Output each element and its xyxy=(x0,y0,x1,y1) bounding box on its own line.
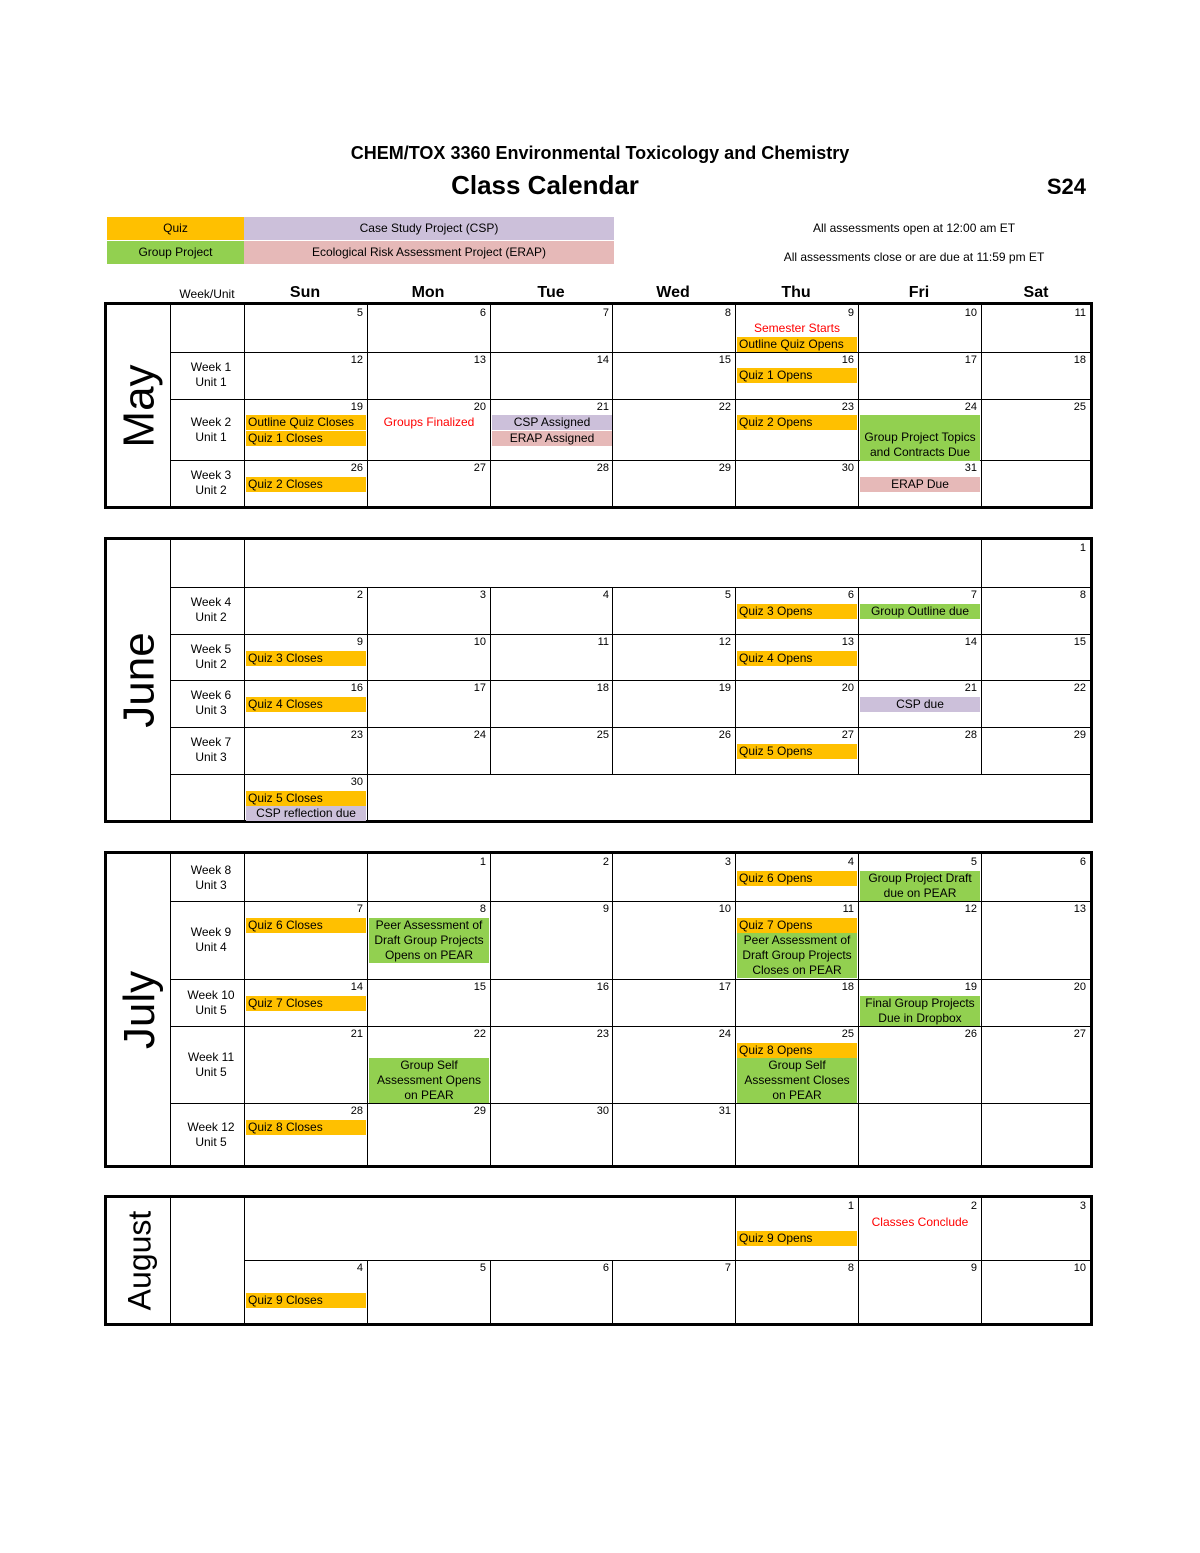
day-number: 9 xyxy=(602,903,609,915)
day-number: 15 xyxy=(1073,636,1086,648)
day-number: 1 xyxy=(1079,542,1086,554)
day-number: 12 xyxy=(718,636,731,648)
day-number: 10 xyxy=(718,903,731,915)
day-number: 1 xyxy=(479,856,486,868)
week-label: Week 3 Unit 2 xyxy=(190,468,232,497)
day-number: 25 xyxy=(1073,401,1086,413)
day-number: 8 xyxy=(479,903,486,915)
event-topics-contracts-due: Group Project Topics and Contracts Due xyxy=(860,415,980,461)
event-quiz9-opens: Quiz 9 Opens xyxy=(737,1231,857,1246)
event-quiz9-closes: Quiz 9 Closes xyxy=(246,1293,366,1308)
day-number: 2 xyxy=(602,856,609,868)
event-quiz6-opens: Quiz 6 Opens xyxy=(737,871,857,886)
day-number: 28 xyxy=(964,729,977,741)
day-number: 1 xyxy=(847,1200,854,1212)
day-number: 7 xyxy=(356,903,363,915)
day-number: 4 xyxy=(356,1262,363,1274)
day-number: 14 xyxy=(350,981,363,993)
day-number: 9 xyxy=(970,1262,977,1274)
day-number: 8 xyxy=(847,1262,854,1274)
day-number: 30 xyxy=(841,462,854,474)
week-label: Week 10 Unit 5 xyxy=(187,988,235,1017)
event-csp-due: CSP due xyxy=(860,697,980,712)
month-label-june: June xyxy=(115,632,165,728)
day-number: 31 xyxy=(964,462,977,474)
day-number: 6 xyxy=(479,307,486,319)
day-number: 6 xyxy=(1079,856,1086,868)
day-number: 4 xyxy=(602,589,609,601)
day-header-thu: Thu xyxy=(781,284,811,301)
day-number: 22 xyxy=(718,401,731,413)
day-number: 24 xyxy=(473,729,486,741)
day-number: 21 xyxy=(596,401,609,413)
event-self-assessment-opens: Group Self Assessment Opens on PEAR xyxy=(369,1058,489,1103)
day-number: 29 xyxy=(473,1105,486,1117)
event-semester-starts: Semester Starts xyxy=(753,321,841,335)
day-number: 14 xyxy=(596,354,609,366)
event-self-assessment-closes: Group Self Assessment Closes on PEAR xyxy=(737,1058,857,1103)
day-number: 13 xyxy=(473,354,486,366)
day-header-fri: Fri xyxy=(908,284,930,301)
event-csp-reflection-due: CSP reflection due xyxy=(246,806,366,821)
day-number: 11 xyxy=(842,903,854,915)
day-number: 19 xyxy=(718,682,731,694)
week-label: Week 1 Unit 1 xyxy=(190,360,232,389)
day-number: 2 xyxy=(970,1200,977,1212)
day-number: 16 xyxy=(841,354,854,366)
event-quiz7-closes: Quiz 7 Closes xyxy=(246,996,366,1011)
day-number: 12 xyxy=(350,354,363,366)
week-label: Week 7 Unit 3 xyxy=(190,735,232,764)
event-quiz5-opens: Quiz 5 Opens xyxy=(737,744,857,759)
day-number: 21 xyxy=(964,682,977,694)
event-quiz7-opens: Quiz 7 Opens xyxy=(737,918,857,933)
day-number: 24 xyxy=(718,1028,731,1040)
event-quiz5-closes: Quiz 5 Closes xyxy=(246,791,366,806)
day-header-tue: Tue xyxy=(537,284,565,301)
day-number: 22 xyxy=(473,1028,486,1040)
day-number: 3 xyxy=(724,856,731,868)
event-classes-conclude: Classes Conclude xyxy=(871,1215,969,1229)
month-june xyxy=(104,537,1093,823)
day-header-sat: Sat xyxy=(1023,284,1049,301)
event-group-outline-due: Group Outline due xyxy=(860,604,980,619)
day-number: 26 xyxy=(350,462,363,474)
day-number: 25 xyxy=(596,729,609,741)
legend-quiz: Quiz xyxy=(107,217,244,240)
week-label: Week 11 Unit 5 xyxy=(187,1050,235,1079)
day-number: 10 xyxy=(1073,1262,1086,1274)
day-number: 5 xyxy=(356,307,363,319)
event-quiz3-closes: Quiz 3 Closes xyxy=(246,651,366,666)
week-label: Week 4 Unit 2 xyxy=(190,595,232,624)
legend-erap: Ecological Risk Assessment Project (ERAP) xyxy=(244,241,614,264)
day-number: 8 xyxy=(724,307,731,319)
day-number: 29 xyxy=(718,462,731,474)
day-number: 7 xyxy=(970,589,977,601)
month-may xyxy=(104,302,1093,509)
event-quiz2-opens: Quiz 2 Opens xyxy=(737,415,857,430)
week-label: Week 6 Unit 3 xyxy=(190,688,232,717)
term-label: S24 xyxy=(1046,174,1086,199)
event-erap-assigned: ERAP Assigned xyxy=(492,431,612,446)
event-final-projects-due: Final Group Projects Due in Dropbox xyxy=(860,996,980,1026)
month-label-may: May xyxy=(115,363,164,448)
month-label-july: July xyxy=(115,970,164,1049)
day-number: 6 xyxy=(847,589,854,601)
day-number: 26 xyxy=(964,1028,977,1040)
legend-csp: Case Study Project (CSP) xyxy=(244,217,614,240)
day-number: 11 xyxy=(597,636,609,648)
event-quiz2-closes: Quiz 2 Closes xyxy=(246,477,366,492)
day-number: 17 xyxy=(718,981,731,993)
week-label: Week 8 Unit 3 xyxy=(190,863,232,892)
event-quiz4-closes: Quiz 4 Closes xyxy=(246,697,366,712)
day-header-wed: Wed xyxy=(656,284,690,301)
day-number: 5 xyxy=(479,1262,486,1274)
day-header-mon: Mon xyxy=(411,284,445,301)
day-number: 13 xyxy=(841,636,854,648)
event-quiz8-opens: Quiz 8 Opens xyxy=(737,1043,857,1058)
course-title: CHEM/TOX 3360 Environmental Toxicology and Chemistry xyxy=(350,143,850,163)
week-unit-header: Week/Unit xyxy=(179,287,235,301)
legend-group-project: Group Project xyxy=(107,241,244,264)
day-number: 18 xyxy=(841,981,854,993)
event-csp-assigned: CSP Assigned xyxy=(492,415,612,430)
day-number: 9 xyxy=(847,307,854,319)
day-number: 19 xyxy=(964,981,977,993)
day-number: 28 xyxy=(596,462,609,474)
event-quiz1-closes: Quiz 1 Closes xyxy=(246,431,366,446)
day-number: 7 xyxy=(602,307,609,319)
day-number: 16 xyxy=(350,682,363,694)
event-quiz3-opens: Quiz 3 Opens xyxy=(737,604,857,619)
day-number: 21 xyxy=(350,1028,363,1040)
day-number: 22 xyxy=(1073,682,1086,694)
day-number: 8 xyxy=(1079,589,1086,601)
day-number: 17 xyxy=(473,682,486,694)
event-outline-quiz-opens: Outline Quiz Opens xyxy=(737,337,857,352)
day-number: 17 xyxy=(964,354,977,366)
day-number: 16 xyxy=(596,981,609,993)
week-label: Week 12 Unit 5 xyxy=(187,1120,235,1149)
day-number: 27 xyxy=(1073,1028,1086,1040)
day-number: 18 xyxy=(596,682,609,694)
day-number: 25 xyxy=(841,1028,854,1040)
day-number: 6 xyxy=(602,1262,609,1274)
day-number: 29 xyxy=(1073,729,1086,741)
month-august xyxy=(104,1195,1093,1326)
day-number: 24 xyxy=(964,401,977,413)
day-number: 4 xyxy=(847,856,854,868)
day-number: 28 xyxy=(350,1105,363,1117)
event-peer-assessment-opens: Peer Assessment of Draft Group Projects Opens on PEAR xyxy=(369,918,489,963)
day-number: 27 xyxy=(473,462,486,474)
day-number: 15 xyxy=(473,981,486,993)
day-number: 23 xyxy=(841,401,854,413)
week-label: Week 5 Unit 2 xyxy=(190,642,232,671)
month-label-august: August xyxy=(121,1210,158,1311)
event-quiz1-opens: Quiz 1 Opens xyxy=(737,368,857,383)
day-number: 30 xyxy=(596,1105,609,1117)
open-time-note: All assessments open at 12:00 am ET xyxy=(812,221,1016,235)
day-number: 11 xyxy=(1074,307,1086,319)
event-group-draft-due: Group Project Draft due on PEAR xyxy=(860,871,980,901)
event-groups-finalized: Groups Finalized xyxy=(383,415,475,429)
close-time-note: All assessments close or are due at 11:59 pm ET xyxy=(783,250,1045,264)
week-label: Week 9 Unit 4 xyxy=(190,925,232,954)
day-number: 20 xyxy=(841,682,854,694)
day-number: 7 xyxy=(724,1262,731,1274)
week-label: Week 2 Unit 1 xyxy=(190,415,232,444)
day-number: 20 xyxy=(1073,981,1086,993)
day-header-sun: Sun xyxy=(289,284,321,301)
event-peer-assessment-closes: Peer Assessment of Draft Group Projects Closes on PEAR xyxy=(737,933,857,978)
day-number: 23 xyxy=(596,1028,609,1040)
event-erap-due: ERAP Due xyxy=(860,477,980,492)
day-number: 5 xyxy=(724,589,731,601)
day-number: 2 xyxy=(356,589,363,601)
event-quiz8-closes: Quiz 8 Closes xyxy=(246,1120,366,1135)
day-number: 15 xyxy=(718,354,731,366)
event-quiz6-closes: Quiz 6 Closes xyxy=(246,918,366,933)
day-number: 9 xyxy=(356,636,363,648)
day-number: 23 xyxy=(350,729,363,741)
event-outline-quiz-closes: Outline Quiz Closes xyxy=(246,415,366,430)
day-number: 3 xyxy=(479,589,486,601)
day-number: 18 xyxy=(1073,354,1086,366)
month-july xyxy=(104,851,1093,1168)
day-number: 19 xyxy=(350,401,363,413)
day-number: 27 xyxy=(841,729,854,741)
day-number: 26 xyxy=(718,729,731,741)
day-number: 13 xyxy=(1073,903,1086,915)
day-number: 30 xyxy=(350,776,363,788)
day-number: 10 xyxy=(473,636,486,648)
day-number: 31 xyxy=(718,1105,731,1117)
day-number: 5 xyxy=(970,856,977,868)
day-number: 10 xyxy=(964,307,977,319)
day-number: 14 xyxy=(964,636,977,648)
day-number: 12 xyxy=(964,903,977,915)
day-number: 3 xyxy=(1079,1200,1086,1212)
page-title: Class Calendar xyxy=(451,170,639,200)
day-number: 20 xyxy=(473,401,486,413)
event-quiz4-opens: Quiz 4 Opens xyxy=(737,651,857,666)
